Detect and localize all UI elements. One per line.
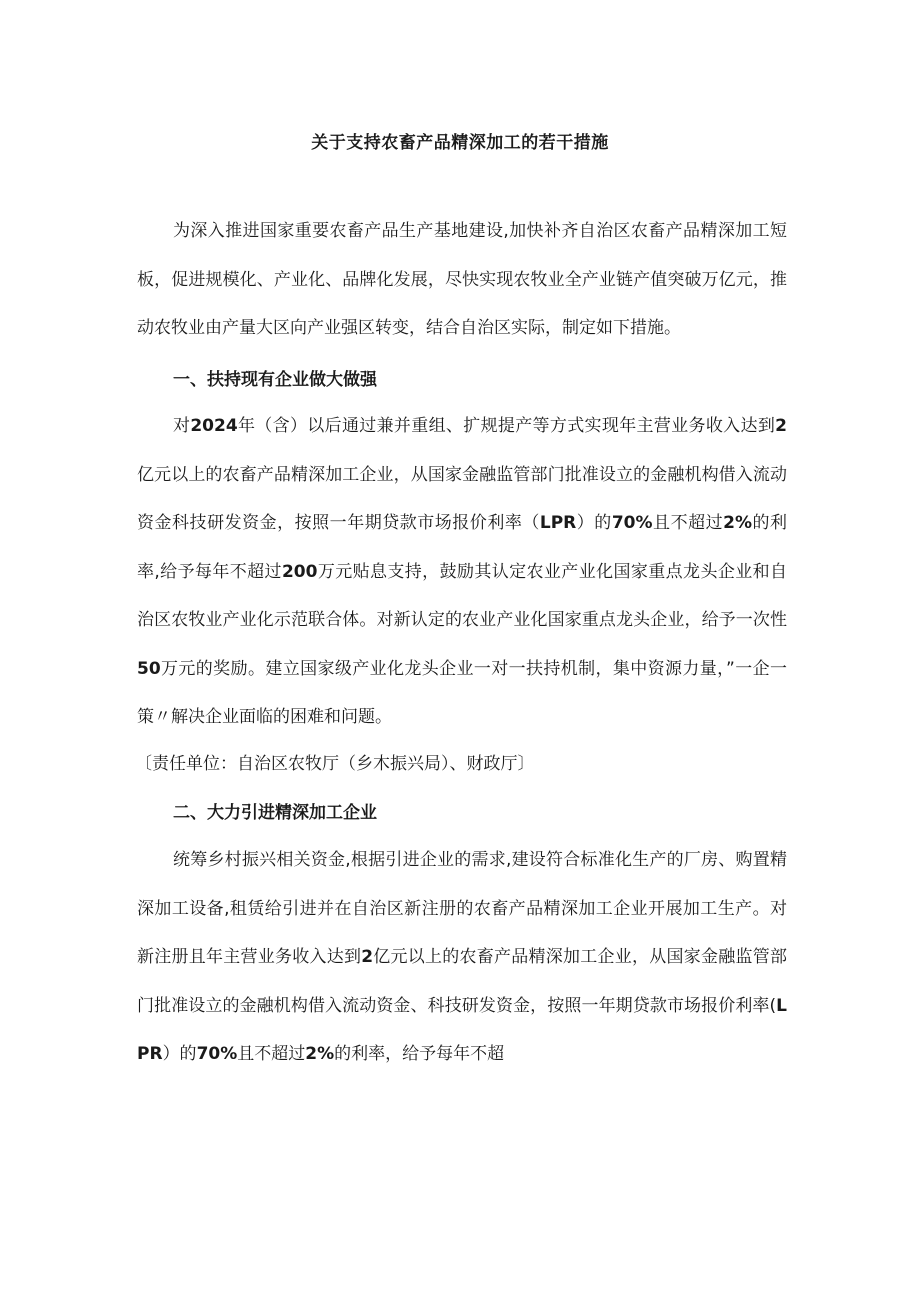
- document-title: 关于支持农畜产品精深加工的若干措施: [311, 133, 609, 153]
- section-2-paragraph: 统筹乡村振兴相关资金,根据引进企业的需求,建设符合标准化生产的厂房、购置精深加工设备,租赁给引进并在自治区新注册的农畜产品精深加工企业开展加工生产。对新注册且年主营业务收入达到2亿元以上的农畜产品精深加工企业，从国家金融监管部门批准设立的金融机构借入流动资金、科技研发资金，按照一年期贷款市场报价利率(LPR）的70%且不超过2%的利率，给予每年不超: [137, 850, 788, 1064]
- intro-paragraph: 为深入推进国家重要农畜产品生产基地建设,加快补齐自治区农畜产品精深加工短板，促进规模化、产业化、品牌化发展，尽快实现农牧业全产业链产值突破万亿元，推动农牧业由产量大区向产业强区转变，结合自治区实际，制定如下措施。: [137, 221, 787, 338]
- section-1-paragraph: 对2024年（含）以后通过兼并重组、扩规提产等方式实现年主营业务收入达到2亿元以上的农畜产品精深加工企业，从国家金融监管部门批准设立的金融机构借入流动资金科技研发资金，按照一年期贷款市场报价利率（LPR）的70%且不超过2%的利率,给予每年不超过200万元贴息支持，鼓励其认定农业产业化国家重点龙头企业和自治区农牧业产业化示范联合体。对新认定的农业产业化国家重点龙头企业，给予一次性50万元的奖励。建立国家级产业化龙头企业一对一扶持机制，集中资源力量，”一企一策〃解决企业面临的困难和问题。: [137, 416, 788, 727]
- section-2-heading: 二、大力引进精深加工企业: [173, 803, 377, 823]
- section-1-heading: 一、扶持现有企业做大做强: [173, 370, 377, 390]
- responsible-units: 〔责任单位：自治区农牧厅（乡木振兴局）、财政厅〕: [135, 754, 535, 774]
